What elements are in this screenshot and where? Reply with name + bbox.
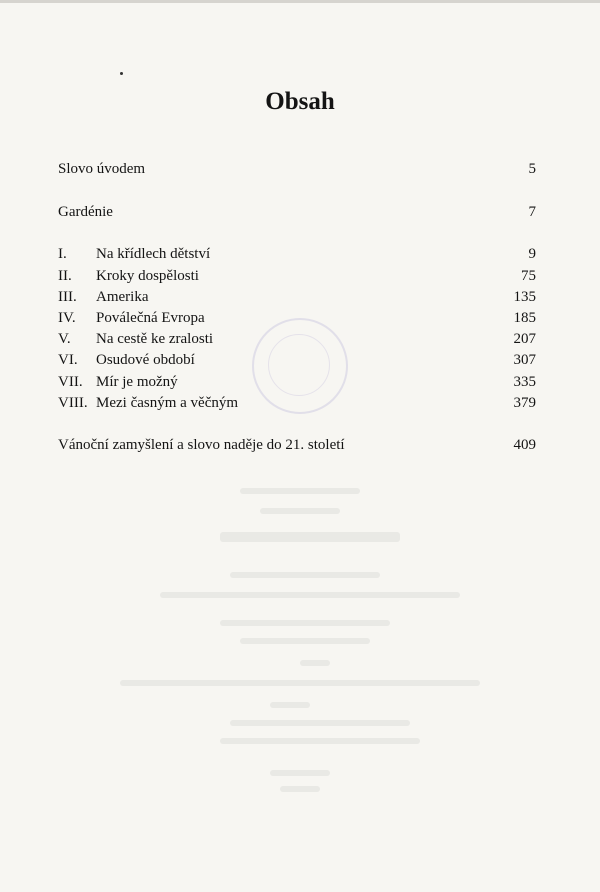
- ink-speck: [120, 72, 123, 75]
- chapter-number: V.: [58, 331, 71, 347]
- toc-entry: [58, 328, 536, 350]
- page-edge: [0, 0, 600, 3]
- chapter-number: III.: [58, 289, 77, 305]
- entry-page: 7: [528, 204, 536, 220]
- entry-page: 185: [513, 310, 536, 326]
- entry-title: Amerika: [96, 289, 149, 305]
- toc-entry: [58, 434, 536, 456]
- entry-page: 135: [513, 289, 536, 305]
- chapter-number: II.: [58, 268, 72, 284]
- chapter-number: VII.: [58, 374, 83, 390]
- entry-title: Mír je možný: [96, 374, 178, 390]
- toc-entry: [58, 349, 536, 371]
- entry-page: 9: [528, 246, 536, 262]
- entry-title: Kroky dospělosti: [96, 268, 199, 284]
- entry-title: Poválečná Evropa: [96, 310, 205, 326]
- toc-entry: [58, 265, 536, 287]
- chapter-number: VI.: [58, 352, 78, 368]
- chapter-number: IV.: [58, 310, 76, 326]
- entry-page: 75: [521, 268, 536, 284]
- entry-title: Osudové období: [96, 352, 195, 368]
- toc-entry: [58, 392, 536, 414]
- entry-page: 307: [513, 352, 536, 368]
- show-through-text: [110, 480, 530, 820]
- entry-page: 5: [528, 161, 536, 177]
- entry-page: 409: [513, 437, 536, 453]
- entry-title: Gardénie: [58, 204, 113, 220]
- entry-page: 335: [513, 374, 536, 390]
- entry-page: 207: [513, 331, 536, 347]
- toc-entry: [58, 286, 536, 308]
- entry-title: Slovo úvodem: [58, 161, 146, 177]
- chapter-number: I.: [58, 246, 67, 262]
- toc-entry: [58, 307, 536, 329]
- entry-title: Vánoční zamyšlení a slovo naděje do 21. století: [58, 437, 345, 453]
- page-title: Obsah: [265, 88, 335, 115]
- entry-title: Na křídlech dětství: [96, 246, 211, 262]
- entry-title: Na cestě ke zralosti: [96, 331, 214, 347]
- toc-entry: [58, 243, 536, 265]
- chapter-number: VIII.: [58, 395, 88, 411]
- entry-page: 379: [513, 395, 536, 411]
- toc-entry: [58, 158, 536, 180]
- toc-entry: [58, 371, 536, 393]
- entry-title: Mezi časným a věčným: [96, 395, 239, 411]
- toc-entry: [58, 201, 536, 223]
